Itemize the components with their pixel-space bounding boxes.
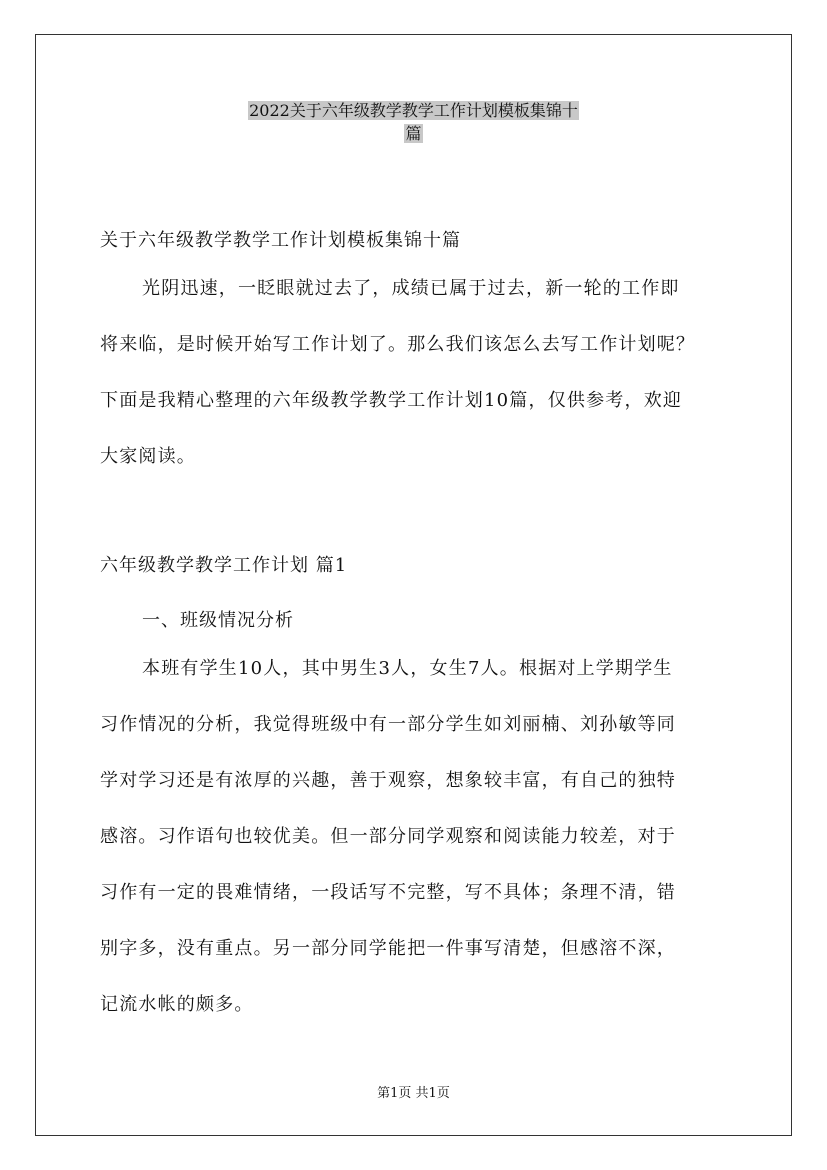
section-title: 六年级教学教学工作计划 篇1 [100,555,348,576]
body-line-6: 别字多，没有重点。另一部分同学能把一件事写清楚，但感溶不深， [100,938,676,959]
body-line-3: 学对学习还是有浓厚的兴趣，善于观察，想象较丰富，有自己的独特 [100,770,676,791]
title-line-2: 篇 [405,124,422,143]
section-heading: 一、班级情况分析 [142,610,294,631]
title-line-1: 2022关于六年级教学教学工作计划模板集锦十 [249,101,578,120]
document-title [0,98,827,144]
body-line-4: 感溶。习作语句也较优美。但一部分同学观察和阅读能力较差，对于 [100,826,676,847]
intro-paragraph [100,261,744,485]
page-footer: 第1页 共1页 [377,1086,450,1101]
body-paragraph [100,641,744,1033]
intro-line-2: 将来临，是时候开始写工作计划了。那么我们该怎么去写工作计划呢？ [100,334,696,355]
body-line-1: 本班有学生10人，其中男生3人，女生7人。根据对上学期学生 [142,658,673,679]
intro-line-4: 大家阅读。 [100,446,196,467]
body-line-5: 习作有一定的畏难情绪，一段话写不完整，写不具体；条理不清，错 [100,882,676,903]
intro-line-3: 下面是我精心整理的六年级教学教学工作计划10篇，仅供参考，欢迎 [100,390,683,411]
body-line-7: 记流水帐的颇多。 [100,994,254,1015]
body-line-2: 习作情况的分析，我觉得班级中有一部分学生如刘丽楠、刘孙敏等同 [100,714,676,735]
document-subtitle: 关于六年级教学教学工作计划模板集锦十篇 [100,230,461,251]
intro-line-1: 光阴迅速，一眨眼就过去了，成绩已属于过去，新一轮的工作即 [142,278,680,299]
